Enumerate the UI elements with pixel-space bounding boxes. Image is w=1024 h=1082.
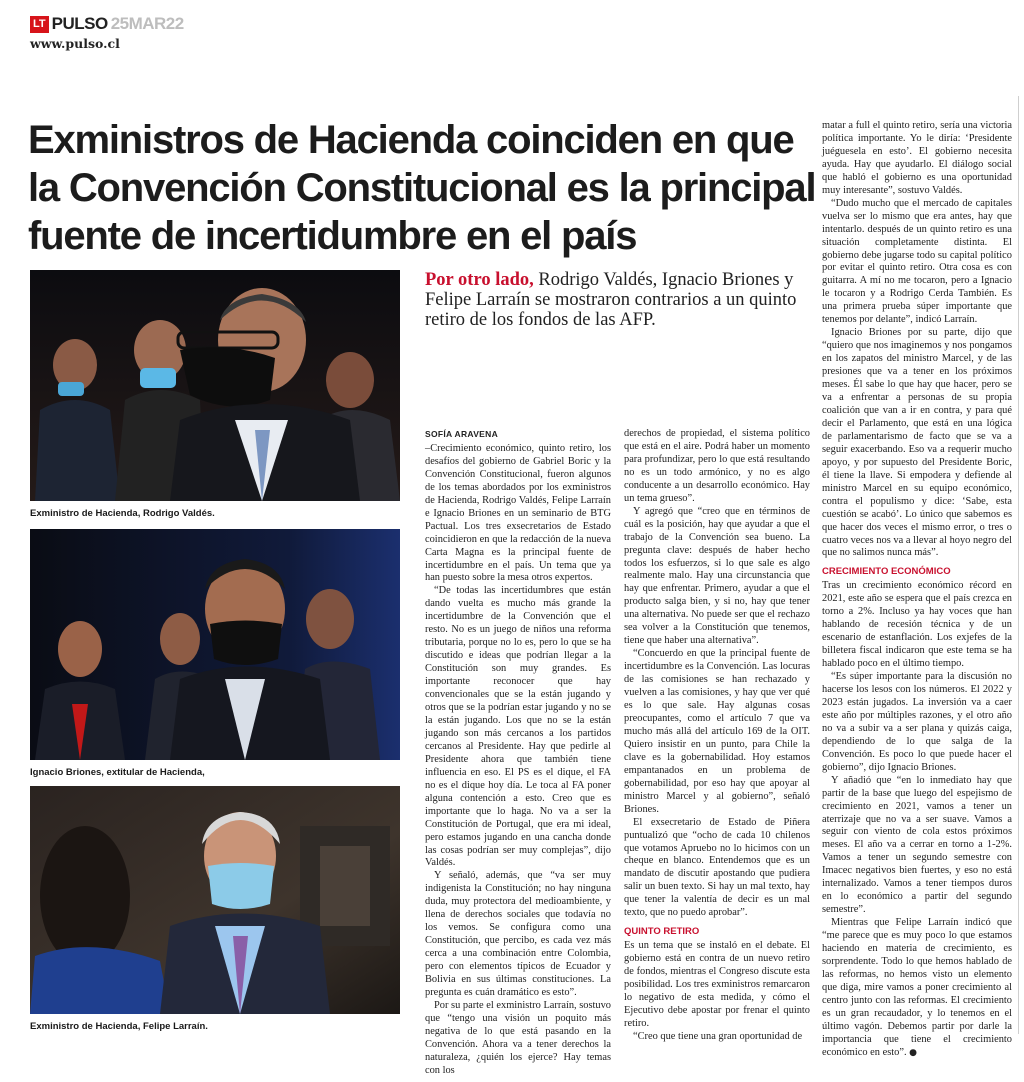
paragraph: “Es súper importante para la discusión no hacerse los lesos con los números. El 2022 y 2023 están jugados. La inversión va a caer este año por múltiples razones, y el otro año no va a subir va a ser plana y quizás caiga, dependiendo de lo que salga de la Convención. Es poco lo que puede hacer el gobierno”, dijo Ignacio Briones. [822,671,1012,773]
paragraph: derechos de propiedad, el sistema político que está en el aire. Podrá haber un momento para profundizar, pero lo que está resultando no es un todo armónico, y no es algo conducente a un desarrollo económico. Hay un tema grueso”. [624,428,810,504]
article-column-1 [425,428,611,1078]
page-edge-rule [1018,96,1019,1034]
deck-text: Rodrigo Valdés, Ignacio Briones y Felipe Larraín se mostraron contrarios a un quinto retiro de los fondos de las AFP. [425,270,797,330]
subhead-crecimiento-economico: CRECIMIENTO ECONÓMICO [822,566,951,578]
photo-caption: Exministro de Hacienda, Rodrigo Valdés. [30,508,215,519]
issue-date: 25MAR22 [110,14,184,33]
paragraph: Por su parte el exministro Larraín, sostuvo que “tengo una visión un poquito más negativa de lo que está pasando en la Convención. Ahora va a tener derechos la naturaleza, ¿quién los ejerce? Hay temas con los [425,999,611,1076]
paragraph: “Dudo mucho que el mercado de capitales vuelva ser lo mismo que era antes, hay que intentarlo. después de un quinto retiro es una situación completamente distinta. El gobierno debe jugarse todo su capital político por evitar el quinto retiro. Otra cosa es con guitarra. A mí no me tocaron, pero a Ignacio le tocaron y a Rodrigo Cerda También. Es una primera prueba súper importante que tenemos por delante”, indicó Larraín. [822,197,1012,326]
paragraph: Tras un crecimiento económico récord en 2021, este año se espera que el país crezca en torno a 2%. Incluso ya hay voces que han hablando de recesión técnica y de un escenario de estanflación. Los exjefes de la billetera fiscal indicaron que este tema se ha hablado poco en el último tiempo. [822,580,1012,670]
site-url: www.pulso.cl [30,36,120,51]
article-column-2 [624,428,810,1044]
lt-logo: LT [30,16,49,33]
photo-rodrigo-valdes [30,270,400,501]
deck-lead: Por otro lado, [425,270,534,290]
paragraph: Y señaló, además, que “va ser muy indigenista la Constitución; no hay ninguna duda, muy protectora del medioambiente, y llena de derechos sociales que todavía no los vemos. Se configura como una Constitución, que percibo, es cada vez más cerca a una combinación entre Colombia, pero con elementos típicos de Ecuador y Bolivia en sus últimas constituciones. La pregunta es cuán dramático es esto”. [425,870,611,998]
photo-felipe-larrain [30,786,400,1014]
last-paragraph-text: Mientras que Felipe Larraín indicó que “me parece que es muy poco lo que estamos haciendo en materia de crecimiento, es sorprendente. Todo lo que hemos hablado de las reformas, no hemos visto un elemento que diga, mire vamos a poner crecimiento al centro junto con las reformas. El crecimiento es un gran recaudador, y lo tenemos en el último vagón. Debemos partir por darle la importancia que tiene el crecimiento económico en esto”. [822,917,1012,1058]
paragraph: Y agregó que “creo que en términos de cuál es la posición, hay que ayudar a que el trabajo de la Convención sea bueno. La pregunta clave: después de haber hecho todos los esfuerzos, si lo que sale es algo realmente malo. Hay una circunstancia que hay que enfrentar. Primero, ayudar a que el producto salga bien, y si no, hay que tener una alternativa. No puede ser que el rechazo sea volver a la Constitución que tenemos, tiene que haber una alternativa”. [624,505,810,647]
paragraph: –Crecimiento económico, quinto retiro, los desafíos del gobierno de Gabriel Boric y la Convención Constitucional, fueron algunos de los temas abordados por los exministros de Hacienda, Rodrigo Valdés, Felipe Larraín e Ignacio Briones en un seminario de BTG Pactual. Los tres exsecretarios de Estado coincidieron en que la redacción de la nueva Carta Magna es la principal fuente de incertidumbre en el país. Un tema que ya han puesto sobre la mesa otros expertos. [425,442,611,584]
byline: SOFÍA ARAVENA [425,429,499,439]
paragraph: Y añadió que “en lo inmediato hay que partir de la base que luego del espejismo de crecimiento en 2021, vamos a tener un aterrizaje que no va a ser suave. Vamos a seguir con viento de cola estos próximos meses. El año va a cerrar en torno a 1-2%. Vamos a tener un segundo semestre con Imacec negativos bien fuertes, y eso no está internalizado. Vamos a tener tiempos duros en lo económico a partir del segundo semestre”. [822,774,1012,916]
paragraph: “Concuerdo en que la principal fuente de incertidumbre es la Convención. Las locuras de las comisiones se han rechazado y vuelven a las comisiones, y hay que ver qué es lo que sale. Hay algunas cosas preocupantes, como el artículo 7 que va mucho más allá del artículo 169 de la OIT. Quiero insistir en un punto, para Chile la clave es la gobernabilidad. Hoy estamos empantanados en un problema de gobernabilidad, por eso hay que apoyar al ministro Marcel y al gobierno”, señaló Briones. [624,648,810,815]
subhead-quinto-retiro: QUINTO RETIRO [624,926,700,938]
deck [425,270,825,330]
section-name: PULSO [51,14,108,33]
photo-ignacio-briones [30,529,400,760]
paragraph: El exsecretario de Estado de Piñera puntualizó que “ocho de cada 10 chilenos que votamos Apruebo no lo hicimos con un cheque en blanco. Entendemos que es un mandato de discutir apostando que pudiera salir un buen texto. Si hay un mal texto, hay que tener la valentía de decir es un mal texto, que no puedo aprobar”. [624,816,810,919]
photo-caption: Exministro de Hacienda, Felipe Larraín. [30,1021,208,1032]
paragraph: “De todas las incertidumbres que están dando vuelta es mucho más grande la incertidumbre de la Convención que el resto. No es un juego de niños una reforma tributaria, porque no lo es, pero lo que se ha discutido e ideas que podrían llegar a la Constitución son muy grandes. Es importante reconocer que hay convencionales que se la están jugando y otros que se la podrían estar jugando y no se la están jugando. Los que no se la están jugando son más cercanos a los partidos cercanos al Presidente. Hay que pedirle al Presidente ahora que también tiene influencia en eso. El PS es el dique, el FA no es el dique hoy día. Le toca al FA poner alguna contención a esto. Creo que es importante que lo haga. No va a ser la Constitución de Portugal, que era mi ideal, pero estamos jugando en una cancha donde las cosas podrían ser muy complejas”, dijo Valdés. [425,585,611,869]
paragraph: “Creo que tiene una gran oportunidad de [633,1030,803,1042]
paragraph [822,917,1012,1059]
headline: Exministros de Hacienda coinciden en que la Convención Constitucional es la principal fuente de incertidumbre en el país [28,118,816,258]
paragraph: Es un tema que se instaló en el debate. El gobierno está en contra de un nuevo retiro de fondos, mientras el Congreso discute esta posibilidad. Los tres exministros remarcaron lo negativo de esta medida, y cómo el Ejecutivo debe apostar por frenar el quinto retiro. [624,940,810,1029]
article-column-3 [822,120,1012,1060]
end-mark-icon: ● [909,1047,918,1058]
paragraph: Ignacio Briones por su parte, dijo que “quiero que nos imaginemos y nos pongamos en los zapatos del ministro Marcel, y de las presiones que va a tener en los próximos meses. Él sabe lo que hay que hacer, pero se va a enfrentar a personas de su propia coalición que van a ir en contra, y para qué decir el Parlamento, que está en una lógica de parlamentarismo de facto que se va a seguir exacerbando. Eso va a requerir mucho apoyo, y por supuesto del Presidente Boric, él tiene la llave. Si empodera y defiende al ministro Marcel en su equipo económico, contra el populismo y dice: ‘Sabe, esta cuestión se acabó’. Lo único que sabemos es que hacer dos veces el mismo error, o tres o cuatro veces nos va a llevar al hoyo negro del que no salimos nunca más”. [822,327,1012,559]
photo-caption: Ignacio Briones, extitular de Hacienda, [30,767,205,778]
paragraph: matar a full el quinto retiro, sería una victoria política importante. Yo le diría: ‘Presidente juéguesela en esto’. El gobierno necesita ayuda. Hay que ayudarlo. El diálogo social que habló el gobierno es una oportunidad muy interesante”, sostuvo Valdés. [822,120,1012,196]
masthead [30,14,184,34]
